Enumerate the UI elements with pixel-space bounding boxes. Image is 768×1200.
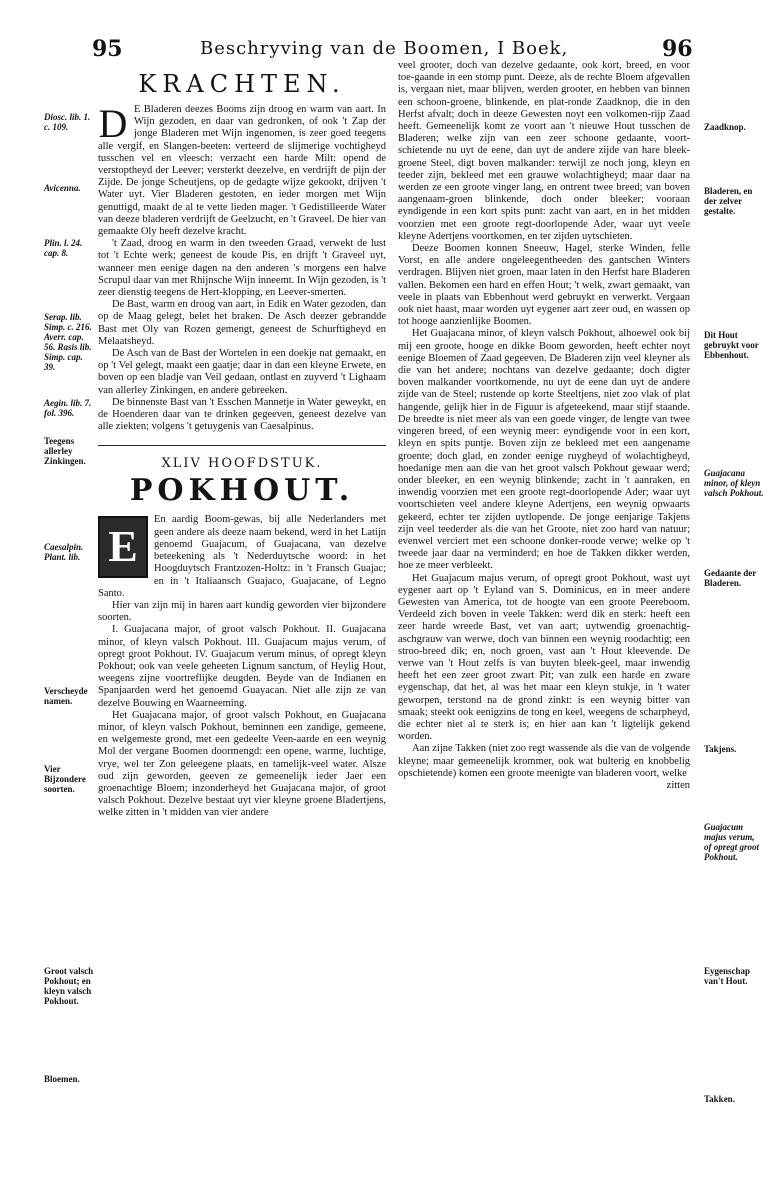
margin-note: Diosc. lib. 1. c. 109. [44,112,91,132]
paragraph: Het Guajacum majus verum, of opregt groot Pokhout, wast uyt eygener aart op 't Eyland van S. Dominicus, en in meer andere Gewesten van America, tot de hoogte van een groote Peereboom. Verdeeld zich boven in veele Takken: werd dik en sterk: heeft een zeer harde wreede Bast, vet van aart; uytwendig groenachtig-aschgrauw van werwe, doch van binnen een weynig roodachtig; een stroo-breed dik; en, noch groen, vast aan 't Hout kleevende. De verwe van 't Hout zelfs is van buyten bleek-geel, maar inwendig heeft het een zeer groot zwart Pit; van zulk een harde en zware eygenschap, dat het, al was het maar een kleyn stukje, in 't water geworpen, terstond na de grond zinkt: is een weynig bitter van smaak; steekt ook eenigzins de tong en keel, weegens de scharpheyd, die echter niet al te sterk is; en hier aan kan 't ligtelijk gekend worden. [398,572,690,743]
margin-note: Zaadknop. [704,122,746,132]
page-number-left: 95 [92,36,123,62]
chapter-heading: XLIV HOOFDSTUK. [161,456,323,472]
ornamental-initial: E [98,516,148,578]
margin-note: Caesalpin. Plant. lib. [44,542,84,562]
margin-note: Plin. l. 24. cap. 8. [44,238,83,258]
catchword: zitten [666,779,690,791]
margin-note: Teegens allerley Zinkingen. [44,436,86,466]
paragraph: Deeze Boomen konnen Sneeuw, Hagel, sterke Winden, felle Vorst, en alle andere ongeleegentheeden des gantschen Winters verdragen. Blijven niet groen, maar laten in den Herfst hare Bladeren vallen. Bekomen een hard en effen Hout; 't welk, zwart gemaakt, van veele in plaats van Ebbenhout werd gebruykt en verwerkt. Vergaan ook niet haast, maar worden uyt eygener aart zeer oud, en wassen op tot hooge aanzienlijke Boomen. [398,243,690,328]
paragraph: 't Zaad, droog en warm in den tweeden Graad, verwekt de lust tot 't Echte werk; geneest de koude Pis, en drijft 't Graveel uyt, wanneer men eenige dagen na den anderen 's morgens een halve Scrupul daar van met Rhijnsche Wijn inneemt. In Wijn gezoden, is 't zeer dienstig teegens de Hert-klopping, en Leever-smerten. [98,238,386,299]
margin-note: Dit Hout gebruykt voor Ebbenhout. [704,330,759,360]
paragraph: I. Guajacana major, of groot valsch Pokhout. II. Guajacana minor, of kleyn valsch Pokhout. III. Guajacum majus verum, of opregt groot Pokhout. IV. Guajacum verum minus, of opregt kleyn Pokhout; ook van veele geheeten Lignum sanctum, of Heylig Hout, weegens zijne voortreflijke deugden. Beyde van de Indianen en Spanjaarden werd het genoemd Guayacan. Niet alle zijn ze van dezelve Bouwing en Waarneeming. [98,624,386,709]
paragraph: De Asch van de Bast der Wortelen in een doekje nat gemaakt, en op 't Vel gelegt, maakt een gaatje; daar in dan een kleyne Erwete, en boven op een bladje van Veil gedaan, ontlast en zuyverd 't Lighaam van allerley Zinkingen, en andere gebreeken. [98,348,386,396]
section-title: KRACHTEN. [138,70,346,98]
margin-note: Guajacum majus verum, of opregt groot Pokhout. [704,822,759,862]
margin-note: Verscheyde namen. [44,686,88,706]
margin-note: Serap. lib. Simp. c. 216. Averr. cap. 56. Rasis lib. Simp. cap. 39. [44,312,92,372]
chapter-title: POKHOUT. [129,473,355,509]
margin-note: Bladeren, en der zelver gestalte. [704,186,753,216]
paragraph: E En aardig Boom-gewas, bij alle Nederlanders met geen andere als deeze naam bekend, werd in het Latijn genoemd Guajacum, of Guajacana, van dezelve beteekening als 't Nederduytsche woord: in het Hoogduytsch Frantzozen-Holtz: in 't Fransch Guajac; en in 't Italiaansch Guajaco, Guajacane, of Legno Santo. [98,514,386,599]
margin-note: Groot valsch Pokhout; en kleyn valsch Pokhout. [44,966,94,1006]
margin-note: Vier Bijzondere soorten. [44,764,86,794]
paragraph: D E Bladeren deezes Booms zijn droog en warm van aart. In Wijn gezoden, en daar van gedronken, of ook 't Zap der jonge Bladeren met Wijn ingenomen, is zeer goed teegens alle vergif, en Slangen-beeten: verteerd de slijmerige vochtigheyd tusschen vel en vleesch: verzacht een harde Milt: opend de verstoptheyd der Leever; versterkt deezelve, en verdrijft de pijn der Zijde. De jonge Scheutjens, op de gedagte wijze gekookt, drijven 't Water uyt. Vier Bladeren gestoten, en ieder morgen met Wijn genuttigd, maakt de al te vette lieden mager. 't Gedistilleerde Water van deeze bladeren verdrijft de Geelzucht, en 't Graveel. De hier van gemaakte Oly heeft dezelve kracht. [98,101,386,238]
right-column [398,60,690,792]
running-title: Beschryving van de Boomen, I Boek, [200,38,569,59]
margin-note: Aegin. lib. 7. fol. 396. [44,398,92,418]
paragraph: De Bast, warm en droog van aart, in Edik en Water gezoden, dan op de Maag gelegt, belet het braken. De Asch deezer gebrandde Bast met Oly van Rozen gemengt, geneest de Schurftigheyd en Melaatsheyd. [98,299,386,347]
margin-note: Guajacana minor, of kleyn valsch Pokhout. [704,468,764,498]
margin-note: Avicenna. [44,183,81,193]
page-number-right: 96 [662,36,693,62]
margin-note: Bloemen. [44,1074,80,1084]
paragraph: Aan zijne Takken (niet zoo regt wassende als die van de volgende kleyne; maar gemeenelijk krommer, ook wat bulterig en knobbelig opschietende) komen een groote meenigte van bladeren voort, welke [398,743,690,779]
paragraph: Het Guajacana major, of groot valsch Pokhout, en Guajacana minor, of kleyn valsch Pokhout, beminnen een zandige, gemeene, en welgemeste grond, met een gedeelte Veen-aarde en een weynig Mol der vergane Boomen doormengd: een opene, warme, luchtige, vrye, wel ter Zon geleegene plaats, en tamelijk-veel water. Alsze oud zijn geworden, geeven ze gemeenelijk ieder Jaer een groenachtige Bloem; inzonderheyd het Guajacana major, of groot valsch Pokhout. Dezelve bestaat uyt vier kleyne groene Bladertjens, welke zitten in 't midden van vier andere [98,709,386,819]
paragraph: De binnenste Bast van 't Esschen Mannetje in Water geweykt, en de Hoenderen daar van te drinken gegeeven, geneest dezelve van alle ziekten; volgens 't getuygenis van Caesalpinus. [98,396,386,433]
section-divider [98,445,386,446]
margin-note: Gedaante der Bladeren. [704,568,757,588]
margin-note: Takjens. [704,744,737,754]
paragraph: Hier van zijn mij in haren aart kundig geworden vier bijzondere soorten. [98,599,386,624]
paragraph: Het Guajacana minor, of kleyn valsch Pokhout, alhoewel ook bij mij een groote, hooge en dikke Boom geworden, heeft echter noyt eenige Bloemen of Zaad gegeeven. De Bladeren zijn veel kleyner als die van het andere; nochtans van dezelve gedaante; doch digter boven malkander voortkomende, nu uyt de eene dan uyt de andere zijde van de Steel; rustende op korte Steeltjens, niet zoo vlak of plat hangende, gelijk hier in de Figuur is afgeteekend, maar stijf staande. De breedte is niet meer als van een goede vinger, de lengte van twee vingeren breed, of een weynig meer: eyndigende voor in een kort, kleyn en spits puntje. Boven zijn ze bekleed met een aangename groente; doch glad, en zonder eenige ruygheyd of wolachtigheyd, hoedanige men aan die van het groot valsch Pokhout gewaar werd; onder bleeker, en een weynig blinkende; zacht in 't aanraken, en inwendig voorzien met een groote regt-doorlopende Ader; waar uyt voortschieten veel andere kleyne Adertjens, een weynig opwaarts gekeerd, echter ter zijden uytlopende. De jonge eenjarige Takjens zijn veel teederder als die van het Groote, niet zoo hard van natuur; evenwel verciert met een schoone donker-roode verwe; welke op 't tweede jaar daar na verminderd; en hoe de Takken dikker werden, hoe ze meer verbleekt. [398,328,690,572]
margin-note: Eygenschap van't Hout. [704,966,751,986]
margin-note: Takken. [704,1094,735,1104]
drop-cap: D [98,101,128,146]
left-column [98,70,386,820]
paragraph: veel grooter, doch van dezelve gedaante, ook kort, breed, en voor toe-gaande in een stomp punt. Deeze, als de rechte Bloem afgevallen is, vergaan niet, maar blijven, werden grooter, en hebben van binnen een schoon-groene, blinkende, en plat-ronde Zaadknop, die in den Herfst afvalt; doch in deeze Gewesten noyt een volkomen-rijp Zaad heeft. Gemeenelijk komt ze voort aan 't nieuwe Hout tusschen de Bladeren; welke zijn van een zeer schoone gedaante, voort-schietende nu uyt de eene, dan uyt de andere zijde van hare bleek-groene Steel, digt boven malkander: terwijl ze noch jong, kleyn en teeder zijn, bekleed met een grauwe wolachtigheyd; maar daar na werden ze een groote vinger lang, en ontrent twee breed; van boven aangenaam-groen blinkende, doch onder bleeker; vooraan eyndigende in een kort spits punt: zacht van aart, en in het midden voorzien met een groote regt-doorlopende Ader, waar uyt veele kleyne Adertjens voortkomen, en ter zijden uytschieten. [398,60,690,242]
